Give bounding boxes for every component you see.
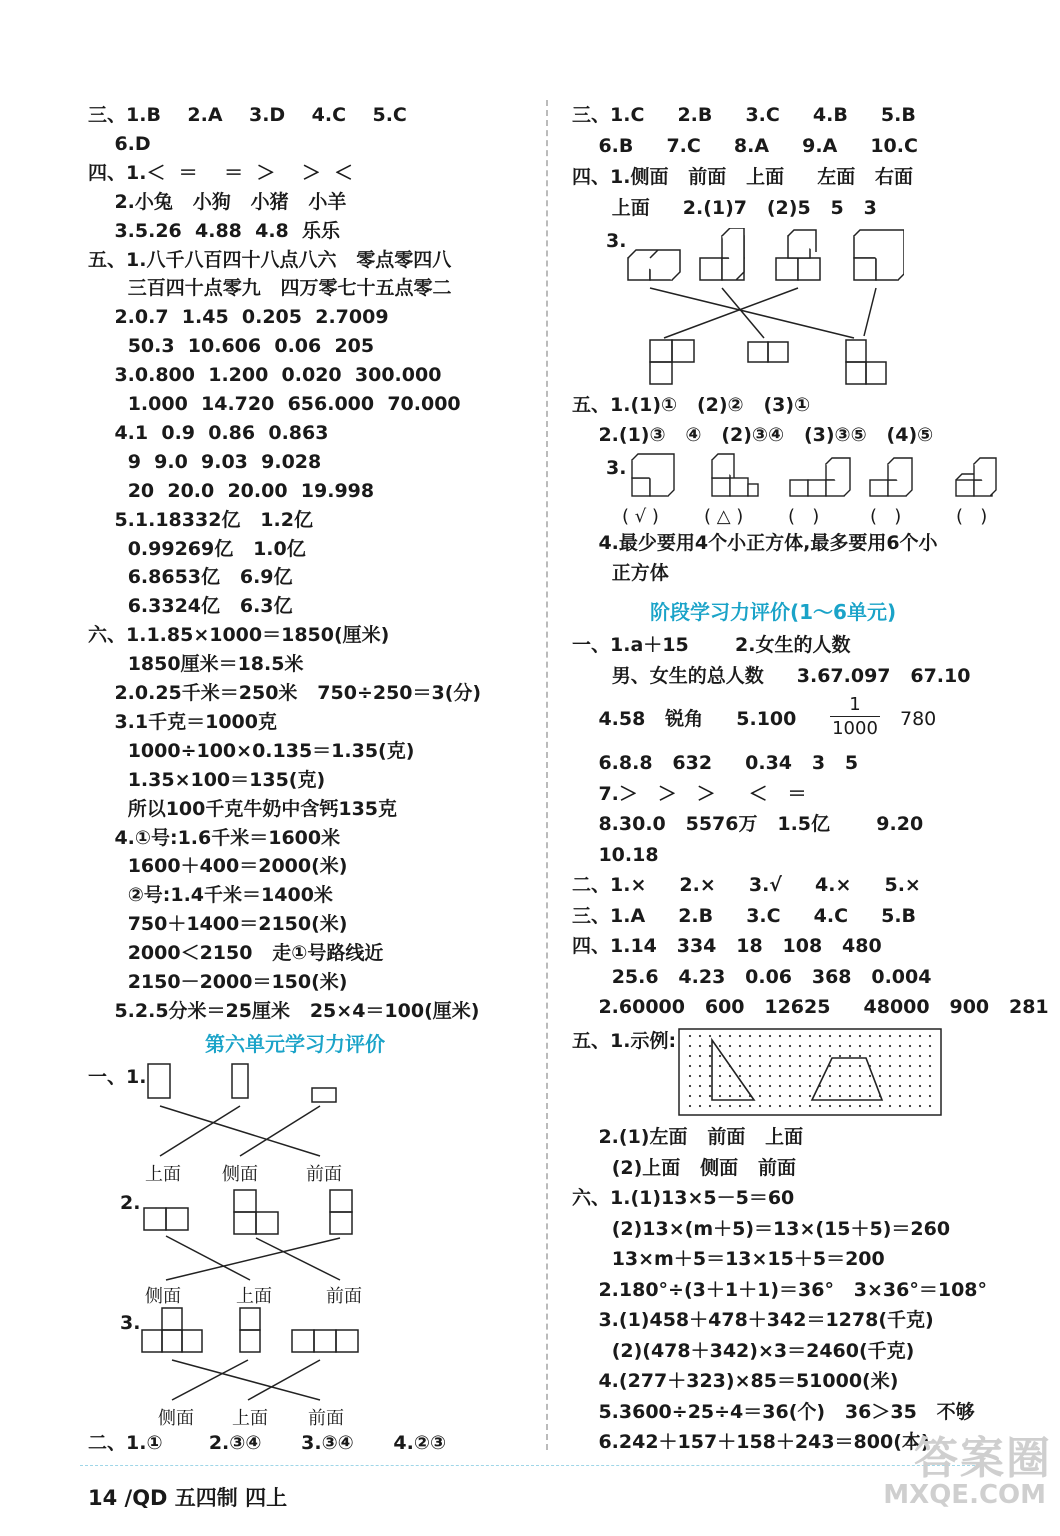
grid-dot	[859, 1045, 861, 1047]
grid-dot	[899, 1045, 901, 1047]
grid-dot	[919, 1075, 921, 1077]
grid-dot	[759, 1075, 761, 1077]
answer-line: 2.180°÷(3＋1＋1)＝36° 3×36°＝108°	[572, 1278, 988, 1301]
answer-line: 4.①号:1.6千米＝1600米	[88, 826, 341, 849]
grid-dot	[899, 1095, 901, 1097]
grid-dot	[779, 1095, 781, 1097]
grid-dot	[829, 1055, 831, 1057]
stage-q4-line-a: 4.58 锐角 5.100	[572, 708, 797, 730]
grid-dot	[859, 1105, 861, 1107]
grid-dot	[709, 1085, 711, 1087]
grid-dot	[919, 1085, 921, 1087]
grid-dot	[879, 1065, 881, 1067]
grid-dot	[869, 1095, 871, 1097]
grid-dot	[819, 1055, 821, 1057]
grid-dot	[849, 1095, 851, 1097]
caption-front: 前面	[306, 1164, 342, 1185]
grid-dot	[699, 1075, 701, 1077]
figure-views-3	[140, 1306, 380, 1404]
grid-dot	[839, 1095, 841, 1097]
grid-dot	[709, 1105, 711, 1107]
grid-dot	[879, 1075, 881, 1077]
grid-dot	[889, 1085, 891, 1087]
answer-line: 5.1.18332亿 1.2亿	[88, 508, 313, 531]
grid-dot	[929, 1085, 931, 1087]
grid-dot	[769, 1075, 771, 1077]
grid-dot	[719, 1105, 721, 1107]
caption-side-2: 侧面	[145, 1286, 181, 1307]
r-q53-label: 3.	[606, 457, 627, 479]
grid-dot	[829, 1085, 831, 1087]
grid-dot	[759, 1065, 761, 1067]
grid-dot	[929, 1055, 931, 1057]
answer-line: 1000÷100×0.135＝1.35(克)	[88, 739, 415, 762]
mark-1: ( √ )	[622, 506, 659, 527]
grid-dot	[709, 1065, 711, 1067]
grid-dot	[779, 1045, 781, 1047]
grid-dot	[779, 1065, 781, 1067]
caption-side: 侧面	[222, 1164, 258, 1185]
grid-dot	[689, 1085, 691, 1087]
answer-line: 3.(1)458＋478＋342＝1278(千克)	[572, 1309, 934, 1331]
grid-dot	[699, 1085, 701, 1087]
answer-line: 2.(1)③ ④ (2)③④ (3)③⑤ (4)⑤	[572, 424, 934, 446]
answer-line: (2)(478＋342)×3＝2460(千克)	[572, 1339, 915, 1362]
answer-line: 2.(1)左面 前面 上面	[572, 1126, 804, 1148]
answer-line: 2.0.7 1.45 0.205 2.7009	[88, 306, 389, 329]
grid-dot	[769, 1105, 771, 1107]
grid-dot	[849, 1085, 851, 1087]
grid-dot	[859, 1085, 861, 1087]
grid-dot	[729, 1085, 731, 1087]
grid-dot	[719, 1075, 721, 1077]
answer-line: 2150－2000＝150(米)	[88, 971, 348, 993]
grid-dot	[849, 1075, 851, 1077]
grid-dot	[819, 1035, 821, 1037]
grid-dot	[889, 1045, 891, 1047]
page-footer: 14 /QD 五四制 四上	[88, 1486, 288, 1510]
grid-dot	[829, 1105, 831, 1107]
answer-line: 2.60000 600 12625 48000 900 281	[572, 996, 1049, 1018]
grid-dot	[749, 1045, 751, 1047]
grid-dot	[859, 1095, 861, 1097]
answer-line: 1850厘米＝18.5米	[88, 653, 304, 676]
grid-dot	[749, 1085, 751, 1087]
mark-4: ( )	[870, 506, 902, 527]
caption-top-2: 上面	[236, 1286, 272, 1307]
grid-dot	[889, 1035, 891, 1037]
answer-line: 五、1.(1)① (2)② (3)①	[572, 394, 811, 416]
answer-line: 6.D	[88, 132, 151, 155]
grid-dot	[929, 1075, 931, 1077]
grid-dot	[719, 1085, 721, 1087]
grid-dot	[769, 1055, 771, 1057]
grid-dot	[749, 1065, 751, 1067]
answer-line: 10.18	[572, 843, 659, 866]
grid-dot	[779, 1055, 781, 1057]
grid-dot	[739, 1085, 741, 1087]
grid-dot	[739, 1075, 741, 1077]
grid-dot	[909, 1105, 911, 1107]
grid-dot	[759, 1035, 761, 1037]
answer-line: 0.99269亿 1.0亿	[88, 537, 306, 560]
grid-dot	[799, 1065, 801, 1067]
answer-line: 四、1.14 334 18 108 480	[572, 935, 882, 957]
grid-dot	[739, 1045, 741, 1047]
grid-dot	[929, 1105, 931, 1107]
grid-dot	[739, 1035, 741, 1037]
grid-dot	[699, 1035, 701, 1037]
grid-dot	[899, 1075, 901, 1077]
watermark-url: MXQE.COM	[883, 1480, 1046, 1510]
grid-dot	[889, 1095, 891, 1097]
section-title-stage: 阶段学习力评价(1～6单元)	[650, 600, 897, 624]
grid-dot	[869, 1105, 871, 1107]
grid-dot	[769, 1035, 771, 1037]
grid-dot	[719, 1095, 721, 1097]
grid-dot	[879, 1055, 881, 1057]
answer-line: 所以100千克牛奶中含钙135克	[88, 797, 398, 820]
grid-dot	[909, 1055, 911, 1057]
grid-dot	[819, 1105, 821, 1107]
column-divider	[546, 100, 548, 1450]
grid-dot	[899, 1055, 901, 1057]
grid-dot	[909, 1065, 911, 1067]
answer-line: 4.1 0.9 0.86 0.863	[88, 421, 329, 444]
caption-side-3: 侧面	[158, 1408, 194, 1429]
grid-dot	[919, 1055, 921, 1057]
grid-dot	[829, 1075, 831, 1077]
grid-dot	[899, 1105, 901, 1107]
grid-dot	[689, 1105, 691, 1107]
answer-line: 750＋1400＝2150(米)	[88, 913, 348, 936]
grid-dot	[839, 1045, 841, 1047]
mark-3: ( )	[788, 506, 820, 527]
grid-dot	[899, 1085, 901, 1087]
grid-dot	[709, 1035, 711, 1037]
answer-line: 25.6 4.23 0.06 368 0.004	[572, 965, 932, 988]
grid-dot	[759, 1045, 761, 1047]
answer-line: 五、1.八千八百四十八点八六 零点零四八	[88, 248, 452, 271]
answer-line: 三、1.C 2.B 3.C 4.B 5.B	[572, 104, 916, 126]
grid-dot	[689, 1055, 691, 1057]
grid-dot	[709, 1055, 711, 1057]
grid-dot	[859, 1075, 861, 1077]
grid-dot	[729, 1075, 731, 1077]
grid-dot	[789, 1065, 791, 1067]
answer-line: 7.＞ ＞ ＞ ＜ ＝	[572, 782, 807, 805]
grid-dot	[899, 1035, 901, 1037]
grid-dot	[739, 1055, 741, 1057]
grid-dot	[799, 1085, 801, 1087]
answer-line: 2.0.25千米＝250米 750÷250＝3(分)	[88, 682, 482, 704]
stage-q4-line-b: 780	[900, 708, 937, 730]
answer-line: 8.30.0 5576万 1.5亿 9.20	[572, 813, 924, 835]
mark-5: ( )	[956, 506, 988, 527]
grid-dot	[809, 1065, 811, 1067]
answer-line: 2.小兔 小狗 小猪 小羊	[88, 190, 347, 213]
answer-line: 6.3324亿 6.3亿	[88, 595, 293, 618]
answer-line: ②号:1.4千米＝1400米	[88, 884, 333, 907]
q3-label: 3.	[120, 1312, 141, 1334]
answer-line: 4.(277＋323)×85＝51000(米)	[572, 1370, 899, 1392]
grid-dot	[859, 1055, 861, 1057]
dot-grid-example	[678, 1028, 942, 1116]
grid-dot	[729, 1095, 731, 1097]
grid-dot	[689, 1035, 691, 1037]
grid-dot	[749, 1105, 751, 1107]
grid-dot	[729, 1055, 731, 1057]
grid-dot	[839, 1065, 841, 1067]
grid-dot	[829, 1045, 831, 1047]
example-label: 五、1.示例:	[572, 1030, 677, 1052]
q2-label: 2.	[120, 1192, 141, 1214]
figure-cube-sets	[624, 452, 1024, 504]
grid-dot	[799, 1095, 801, 1097]
grid-dot	[919, 1065, 921, 1067]
answer-line: 正方体	[572, 562, 669, 584]
grid-dot	[909, 1085, 911, 1087]
grid-dot	[929, 1095, 931, 1097]
grid-dot	[919, 1095, 921, 1097]
grid-dot	[719, 1035, 721, 1037]
grid-dot	[699, 1065, 701, 1067]
answer-line: 1.000 14.720 656.000 70.000	[88, 393, 461, 415]
grid-dot	[709, 1045, 711, 1047]
grid-dot	[799, 1105, 801, 1107]
grid-dot	[889, 1055, 891, 1057]
answer-line: 二、1.× 2.× 3.√ 4.× 5.×	[572, 874, 921, 896]
answer-line: 男、女生的总人数 3.67.097 67.10	[572, 665, 971, 687]
grid-dot	[819, 1045, 821, 1047]
answer-line: 上面 2.(1)7 (2)5 5 3	[572, 197, 877, 219]
grid-dot	[849, 1035, 851, 1037]
grid-dot	[879, 1105, 881, 1107]
grid-dot	[889, 1065, 891, 1067]
grid-dot	[689, 1065, 691, 1067]
grid-dot	[839, 1035, 841, 1037]
grid-dot	[789, 1105, 791, 1107]
grid-dot	[869, 1085, 871, 1087]
grid-dot	[749, 1035, 751, 1037]
answer-line: 1.35×100＝135(克)	[88, 768, 326, 791]
grid-dot	[809, 1035, 811, 1037]
figure-views-2	[140, 1186, 380, 1282]
grid-dot	[909, 1075, 911, 1077]
answer-line: (2)13×(m＋5)＝13×(15＋5)＝260	[572, 1217, 951, 1240]
grid-dot	[789, 1055, 791, 1057]
grid-dot	[789, 1095, 791, 1097]
grid-dot	[869, 1045, 871, 1047]
grid-dot	[739, 1065, 741, 1067]
answer-line: 三、1.B 2.A 3.D 4.C 5.C	[88, 104, 407, 126]
grid-dot	[799, 1075, 801, 1077]
grid-dot	[779, 1085, 781, 1087]
grid-dot	[929, 1065, 931, 1067]
grid-dot	[829, 1035, 831, 1037]
grid-dot	[809, 1075, 811, 1077]
grid-dot	[759, 1095, 761, 1097]
answer-line: 三、1.A 2.B 3.C 4.C 5.B	[572, 904, 917, 927]
grid-dot	[769, 1045, 771, 1047]
answer-line: 三百四十点零九 四万零七十五点零二	[88, 277, 452, 300]
grid-dot	[699, 1055, 701, 1057]
grid-dot	[859, 1035, 861, 1037]
answer-line: 六、1.(1)13×5－5＝60	[572, 1187, 795, 1209]
grid-dot	[759, 1085, 761, 1087]
grid-dot	[869, 1055, 871, 1057]
answer-line: 6.B 7.C 8.A 9.A 10.C	[572, 135, 918, 157]
grid-dot	[689, 1075, 691, 1077]
grid-dot	[689, 1045, 691, 1047]
caption-front-2: 前面	[326, 1286, 362, 1307]
answer-line: 20 20.0 20.00 19.998	[88, 479, 375, 502]
grid-dot	[849, 1065, 851, 1067]
answer-line: 5.3600÷25÷4＝36(个) 36＞35 不够	[572, 1400, 975, 1423]
grid-dot	[779, 1075, 781, 1077]
answer-line: 6.242＋157＋158＋243＝800(本)	[572, 1431, 930, 1453]
grid-dot	[829, 1095, 831, 1097]
answer-line: 5.2.5分米＝25厘米 25×4＝100(厘米)	[88, 999, 480, 1022]
fraction-numerator: 1	[849, 694, 861, 715]
caption-top-3: 上面	[232, 1408, 268, 1429]
grid-dot	[819, 1075, 821, 1077]
grid-dot	[889, 1105, 891, 1107]
grid-dot	[789, 1035, 791, 1037]
figure-views-1	[140, 1060, 380, 1160]
caption-top: 上面	[145, 1164, 181, 1185]
answer-line: 13×m＋5＝13×15＋5＝200	[572, 1248, 885, 1270]
grid-dot	[889, 1075, 891, 1077]
grid-dot	[809, 1085, 811, 1087]
grid-dot	[869, 1075, 871, 1077]
grid-dot	[879, 1085, 881, 1087]
grid-dot	[799, 1055, 801, 1057]
grid-dot	[919, 1045, 921, 1047]
grid-dot	[919, 1105, 921, 1107]
grid-dot	[709, 1095, 711, 1097]
grid-dot	[739, 1105, 741, 1107]
grid-dot	[699, 1105, 701, 1107]
left-last-line: 二、1.① 2.③④ 3.③④ 4.②③	[88, 1432, 447, 1454]
grid-dot	[769, 1065, 771, 1067]
answer-line: 一、1.a＋15 2.女生的人数	[572, 634, 851, 656]
grid-dot	[909, 1095, 911, 1097]
grid-dot	[909, 1045, 911, 1047]
grid-dot	[799, 1035, 801, 1037]
answer-line: 3.5.26 4.88 4.8 乐乐	[88, 219, 341, 242]
answer-line: 3.1千克＝1000克	[88, 710, 277, 733]
grid-dot	[699, 1045, 701, 1047]
section-title-unit6: 第六单元学习力评价	[205, 1032, 385, 1056]
grid-dot	[719, 1045, 721, 1047]
grid-dot	[799, 1045, 801, 1047]
grid-dot	[819, 1065, 821, 1067]
answer-line: 四、1.侧面 前面 上面 左面 右面	[572, 166, 914, 188]
grid-dot	[779, 1105, 781, 1107]
grid-dot	[779, 1035, 781, 1037]
grid-dot	[849, 1045, 851, 1047]
figure-cubes-matching	[624, 228, 904, 386]
grid-dot	[749, 1075, 751, 1077]
grid-dot	[859, 1065, 861, 1067]
grid-dot	[759, 1055, 761, 1057]
grid-dot	[879, 1045, 881, 1047]
q1-label: 一、1.	[88, 1066, 147, 1088]
grid-dot	[739, 1095, 741, 1097]
grid-dot	[729, 1045, 731, 1047]
answer-line: 6.8653亿 6.9亿	[88, 566, 293, 589]
answer-line: 1600＋400＝2000(米)	[88, 855, 348, 878]
grid-dot	[719, 1065, 721, 1067]
grid-dot	[699, 1095, 701, 1097]
grid-dot	[769, 1085, 771, 1087]
grid-dot	[809, 1045, 811, 1047]
bottom-rule	[80, 1465, 980, 1466]
answer-line: 六、1.1.85×1000＝1850(厘米)	[88, 624, 390, 647]
grid-dot	[789, 1045, 791, 1047]
grid-dot	[869, 1035, 871, 1037]
grid-dot	[809, 1105, 811, 1107]
answer-line: 50.3 10.606 0.06 205	[88, 335, 375, 358]
watermark-logo: 答案圈	[914, 1433, 1052, 1484]
grid-dot	[729, 1035, 731, 1037]
caption-front-3: 前面	[308, 1408, 344, 1429]
grid-dot	[849, 1055, 851, 1057]
answer-line: 9 9.0 9.03 9.028	[88, 450, 322, 473]
grid-dot	[809, 1055, 811, 1057]
answer-line: 四、1.＜ ＝ ＝ ＞ ＞ ＜	[88, 161, 354, 184]
grid-dot	[709, 1075, 711, 1077]
grid-dot	[769, 1095, 771, 1097]
answer-line: 3.0.800 1.200 0.020 300.000	[88, 364, 442, 387]
grid-dot	[839, 1085, 841, 1087]
grid-dot	[759, 1105, 761, 1107]
mark-2: ( △ )	[704, 506, 744, 527]
grid-dot	[839, 1105, 841, 1107]
grid-dot	[819, 1095, 821, 1097]
fraction-denominator: 1000	[832, 718, 878, 739]
grid-dot	[849, 1105, 851, 1107]
grid-dot	[789, 1085, 791, 1087]
grid-dot	[839, 1075, 841, 1077]
r-q3-label: 3.	[606, 230, 627, 252]
answer-line: 2000＜2150 走①号路线近	[88, 942, 384, 965]
grid-dot	[749, 1055, 751, 1057]
answer-line: 6.8.8 632 0.34 3 5	[572, 752, 859, 774]
answer-line: 4.最少要用4个小正方体,最多要用6个小	[572, 532, 938, 554]
grid-dot	[909, 1035, 911, 1037]
fraction-bar	[830, 716, 880, 717]
grid-dot	[809, 1095, 811, 1097]
grid-dot	[839, 1055, 841, 1057]
grid-dot	[689, 1095, 691, 1097]
grid-dot	[929, 1045, 931, 1047]
grid-dot	[729, 1105, 731, 1107]
grid-dot	[879, 1035, 881, 1037]
grid-dot	[919, 1035, 921, 1037]
grid-dot	[899, 1065, 901, 1067]
grid-dot	[719, 1055, 721, 1057]
fraction	[830, 694, 880, 739]
grid-dot	[929, 1035, 931, 1037]
grid-dot	[789, 1075, 791, 1077]
answer-line: (2)上面 侧面 前面	[572, 1156, 796, 1179]
